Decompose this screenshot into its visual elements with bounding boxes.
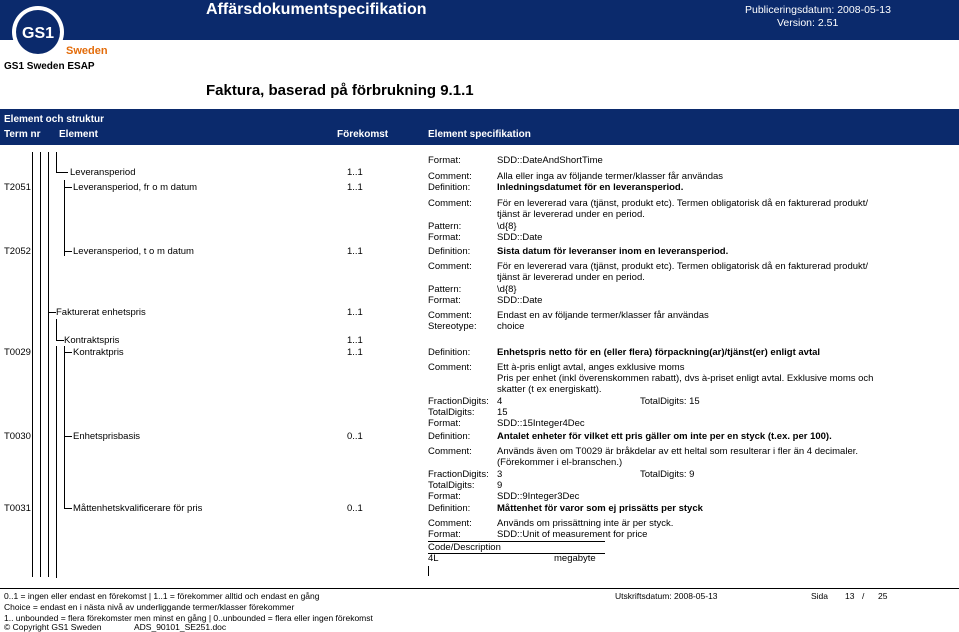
page-subtitle: Faktura, baserad på förbrukning 9.1.1 bbox=[206, 82, 474, 99]
spec-label: Comment: bbox=[428, 261, 472, 272]
spec-value: Sista datum för leveranser inom en leveransperiod. bbox=[497, 246, 729, 257]
spec-value: choice bbox=[497, 321, 525, 332]
term-number: T0029 bbox=[4, 347, 31, 358]
logo-country: Sweden bbox=[66, 45, 108, 57]
spec-value: (Förekommer i el-branschen.) bbox=[497, 457, 623, 468]
spec-value: Antalet enheter för vilket ett pris gäller om inte per en styck (t.ex. per 100). bbox=[497, 431, 832, 442]
tree-line bbox=[56, 152, 57, 172]
spec-label: Comment: bbox=[428, 198, 472, 209]
logo-text: GS1 bbox=[22, 25, 55, 42]
occurrence: 1..1 bbox=[347, 246, 363, 257]
spec-label: Comment: bbox=[428, 446, 472, 457]
tree-line bbox=[56, 346, 57, 578]
spec-value: Enhetspris netto för en (eller flera) förpackning(ar)/tjänst(er) enligt avtal bbox=[497, 347, 821, 358]
spec-extra: TotalDigits: 15 bbox=[640, 396, 700, 407]
tree-line bbox=[64, 180, 65, 256]
spec-value: SDD::DateAndShortTime bbox=[497, 155, 603, 166]
spec-value: SDD::15Integer4Dec bbox=[497, 418, 585, 429]
spec-value: tjänst är levererad under en period. bbox=[497, 272, 645, 283]
occurrence: 0..1 bbox=[347, 431, 363, 442]
spec-label: Comment: bbox=[428, 310, 472, 321]
occurrence: 1..1 bbox=[347, 335, 363, 346]
footer-legend-line: 1.. unbounded = flera förekomster men minst en gång | 0..unbounded = flera eller ingen förekomst bbox=[4, 613, 373, 623]
spec-label: Comment: bbox=[428, 171, 472, 182]
spec-label: Definition: bbox=[428, 347, 471, 358]
element-name: Måttenhetskvalificerare för pris bbox=[73, 503, 203, 514]
element-name: Kontraktpris bbox=[73, 347, 124, 358]
spec-value: SDD::Date bbox=[497, 232, 543, 243]
footer-page-number: 13 bbox=[845, 591, 855, 601]
spec-value: SDD::Unit of measurement for price bbox=[497, 529, 648, 540]
spec-value: \d{8} bbox=[497, 221, 517, 232]
section-title: Element och struktur bbox=[4, 114, 105, 125]
spec-label: Comment: bbox=[428, 362, 472, 373]
footer-print-date: Utskriftsdatum: 2008-05-13 bbox=[615, 591, 718, 601]
spec-label: Format: bbox=[428, 491, 461, 502]
column-header-element: Element bbox=[59, 129, 98, 140]
document-title: Affärsdokumentspecifikation bbox=[206, 1, 427, 18]
spec-value: För en levererad vara (tjänst, produkt etc). Termen obligatorisk då en fakturerad produkt/ bbox=[497, 198, 869, 209]
occurrence: 1..1 bbox=[347, 307, 363, 318]
spec-value: tjänst är levererad under en period. bbox=[497, 209, 645, 220]
spec-label: Definition: bbox=[428, 182, 471, 193]
spec-value: Alla eller inga av följande termer/klasser får användas bbox=[497, 171, 724, 182]
tree-line bbox=[64, 187, 72, 188]
spec-value: SDD::Date bbox=[497, 295, 543, 306]
tree-line bbox=[64, 508, 72, 509]
tree-line bbox=[48, 152, 49, 577]
spec-extra: TotalDigits: 9 bbox=[640, 469, 695, 480]
spec-label: Format: bbox=[428, 155, 461, 166]
spec-label: TotalDigits: bbox=[428, 480, 475, 491]
element-name: Kontraktspris bbox=[64, 335, 120, 346]
element-name: Enhetsprisbasis bbox=[73, 431, 141, 442]
tree-line bbox=[64, 346, 65, 509]
spec-value: Pris per enhet (inkl överenskommen rabatt), dvs à-priset enligt avtal. Exklusive moms och bbox=[497, 373, 874, 384]
code-table-header: Code/Description bbox=[428, 542, 501, 553]
occurrence: 1..1 bbox=[347, 347, 363, 358]
tree-line bbox=[56, 340, 64, 341]
column-header-occurrence: Förekomst bbox=[337, 129, 389, 140]
tree-line bbox=[48, 312, 56, 313]
tree-line bbox=[64, 251, 72, 252]
footer-legend-line: Choice = endast en i nästa nivå av underliggande termer/klasser förekommer bbox=[4, 602, 295, 612]
tree-line bbox=[56, 319, 57, 341]
spec-value: 15 bbox=[497, 407, 508, 418]
occurrence: 1..1 bbox=[347, 182, 363, 193]
spec-value: För en levererad vara (tjänst, produkt etc). Termen obligatorisk då en fakturerad produkt/ bbox=[497, 261, 869, 272]
spec-label: FractionDigits: bbox=[428, 469, 489, 480]
code-description: megabyte bbox=[554, 553, 596, 564]
code-table-rule bbox=[428, 566, 429, 576]
spec-label: Stereotype: bbox=[428, 321, 477, 332]
spec-value: 4 bbox=[497, 396, 503, 407]
footer-copyright: © Copyright GS1 Sweden bbox=[4, 622, 102, 632]
term-number: T2051 bbox=[4, 182, 31, 193]
occurrence: 1..1 bbox=[347, 167, 363, 178]
footer-page-sep: / bbox=[862, 591, 865, 601]
spec-value: skatter (t ex energiskatt). bbox=[497, 384, 602, 395]
spec-value: \d{8} bbox=[497, 284, 517, 295]
spec-value: Används om prissättning inte är per styck. bbox=[497, 518, 674, 529]
spec-label: Format: bbox=[428, 529, 461, 540]
spec-label: Definition: bbox=[428, 431, 471, 442]
spec-value: Måttenhet för varor som ej prissätts per styck bbox=[497, 503, 703, 514]
term-number: T0030 bbox=[4, 431, 31, 442]
tree-line bbox=[40, 152, 41, 577]
tree-line bbox=[32, 152, 33, 577]
org-label: GS1 Sweden ESAP bbox=[4, 61, 95, 72]
tree-line bbox=[64, 436, 72, 437]
spec-value: 3 bbox=[497, 469, 503, 480]
tree-line bbox=[56, 172, 68, 173]
footer-legend-line: 0..1 = ingen eller endast en förekomst | 1..1 = förekommer alltid och endast en gång bbox=[4, 591, 320, 601]
spec-value: Inledningsdatumet för en leveransperiod. bbox=[497, 182, 684, 193]
spec-value: Endast en av följande termer/klasser får användas bbox=[497, 310, 709, 321]
element-name: Leveransperiod, t o m datum bbox=[73, 246, 194, 257]
spec-label: Format: bbox=[428, 418, 461, 429]
term-number: T2052 bbox=[4, 246, 31, 257]
gs1-logo bbox=[8, 2, 108, 64]
footer-page-label: Sida bbox=[811, 591, 829, 601]
term-number: T0031 bbox=[4, 503, 31, 514]
spec-label: Format: bbox=[428, 295, 461, 306]
spec-label: Definition: bbox=[428, 246, 471, 257]
column-header-spec: Element specifikation bbox=[428, 129, 531, 140]
version: Version: 2.51 bbox=[777, 17, 839, 29]
spec-label: TotalDigits: bbox=[428, 407, 475, 418]
element-name: Fakturerat enhetspris bbox=[56, 307, 146, 318]
publication-date: Publiceringsdatum: 2008-05-13 bbox=[745, 4, 891, 16]
spec-label: Format: bbox=[428, 232, 461, 243]
tree-line bbox=[64, 352, 72, 353]
occurrence: 0..1 bbox=[347, 503, 363, 514]
spec-label: FractionDigits: bbox=[428, 396, 489, 407]
footer-filename: ADS_90101_SE251.doc bbox=[134, 622, 227, 632]
spec-label: Pattern: bbox=[428, 221, 462, 232]
spec-value: SDD::9Integer3Dec bbox=[497, 491, 580, 502]
spec-value: 9 bbox=[497, 480, 503, 491]
spec-label: Comment: bbox=[428, 518, 472, 529]
spec-label: Pattern: bbox=[428, 284, 462, 295]
footer-divider bbox=[0, 588, 959, 589]
element-name: Leveransperiod bbox=[70, 167, 136, 178]
element-name: Leveransperiod, fr o m datum bbox=[73, 182, 198, 193]
code-value: 4L bbox=[428, 553, 439, 564]
spec-value: Används även om T0029 är bråkdelar av ett heltal som resulterar i fler än 4 decimaler. bbox=[497, 446, 859, 457]
spec-value: Ett à-pris enligt avtal, anges exklusive moms bbox=[497, 362, 685, 373]
spec-label: Definition: bbox=[428, 503, 471, 514]
column-header-term: Term nr bbox=[4, 129, 41, 140]
footer-page-total: 25 bbox=[878, 591, 888, 601]
